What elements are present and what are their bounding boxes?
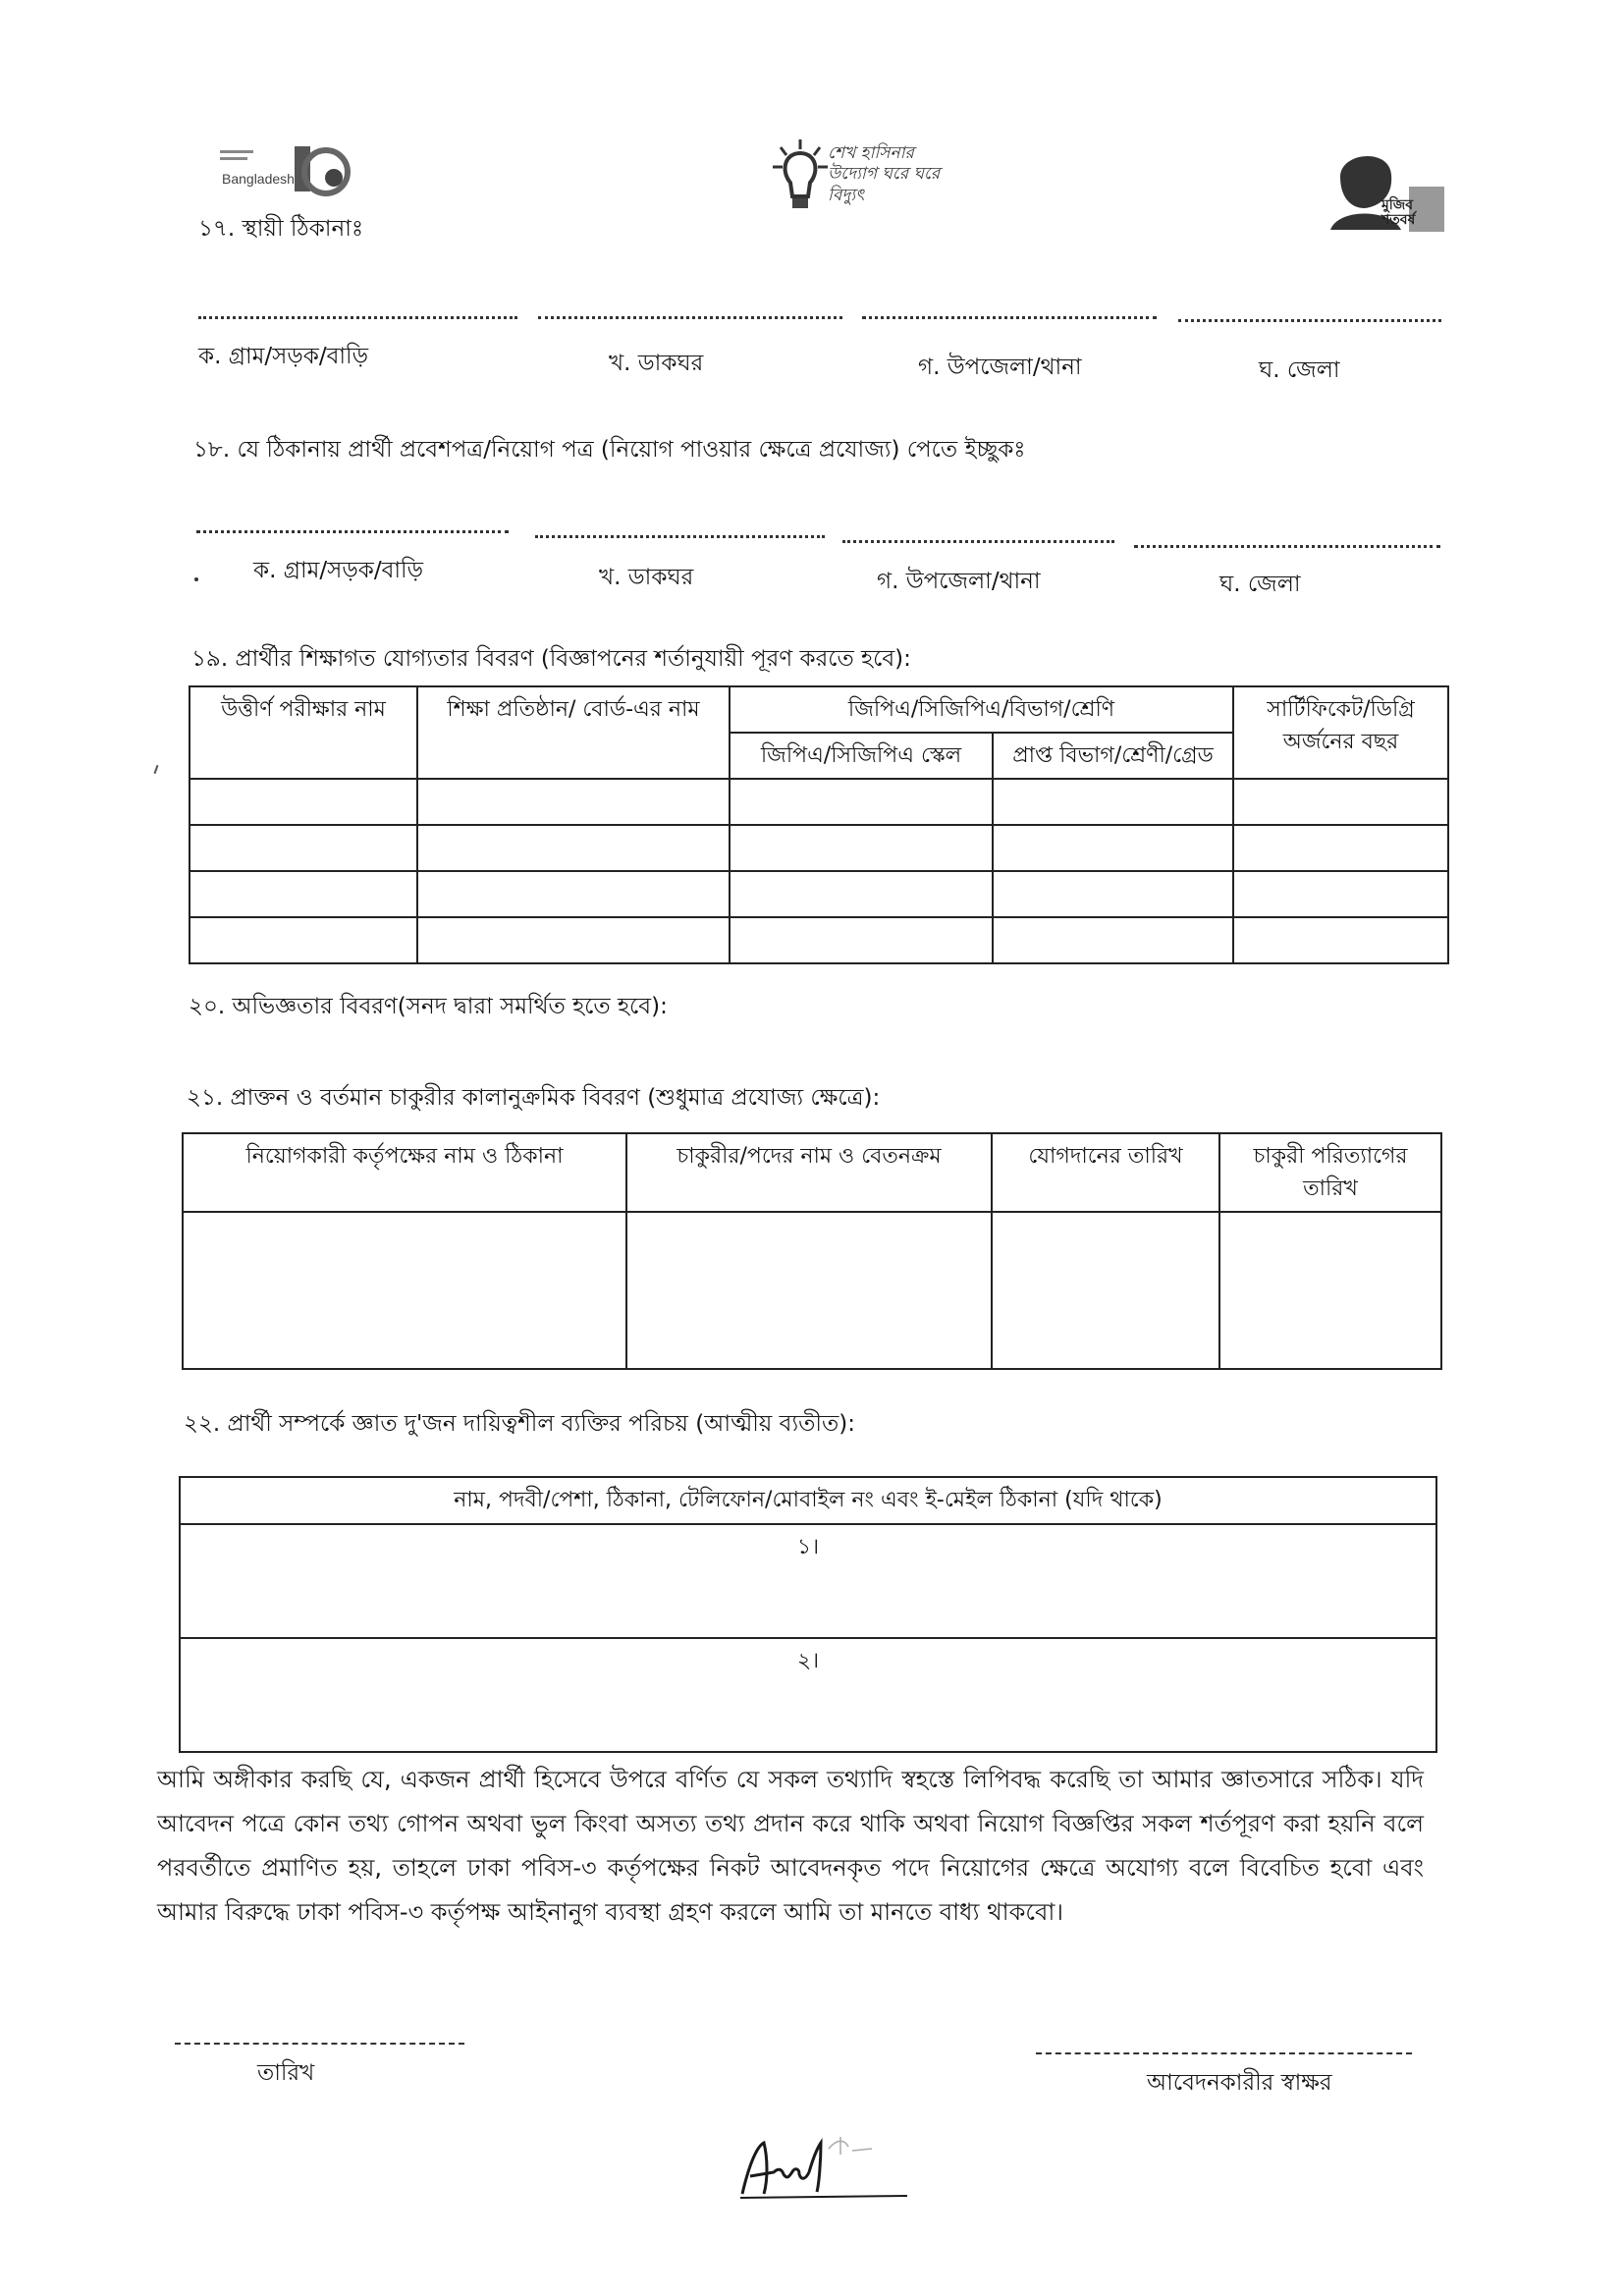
table-cell[interactable] (626, 1212, 992, 1369)
bangladesh-50-logo (218, 142, 355, 199)
signature-line[interactable] (1036, 2052, 1412, 2054)
joining-date-header: যোগদানের তারিখ (992, 1133, 1219, 1212)
table-row (189, 825, 1448, 871)
employment-table (182, 1132, 1442, 1370)
date-label: তারিখ (257, 2060, 315, 2086)
reference-2-label: ২। (796, 1649, 820, 1673)
table-cell[interactable] (189, 917, 417, 963)
mujib-borsho-logo (1321, 147, 1448, 236)
table-row (189, 917, 1448, 963)
table-row (180, 1524, 1436, 1638)
table-cell[interactable] (730, 917, 993, 963)
electricity-logo-text: শেখ হাসিনার উদ্যোগ ঘরে ঘরে বিদ্যুৎ (828, 143, 941, 205)
section-17-title: ১৭. স্থায়ী ঠিকানাঃ (198, 216, 364, 242)
table-cell[interactable] (1233, 917, 1448, 963)
certificate-year-header: সার্টিফিকেট/ডিগ্রি অর্জনের বছর (1233, 686, 1448, 779)
reference-1-label: ১। (796, 1535, 820, 1559)
mailing-upazila-label: গ. উপজেলা/থানা (877, 569, 1041, 594)
table-row (189, 871, 1448, 917)
table-row (183, 1212, 1441, 1369)
section-21-title: ২১. প্রাক্তন ও বর্তমান চাকুরীর কালানুক্রমিক বিবরণ (শুধুমাত্র প্রযোজ্য ক্ষেত্রে): (187, 1085, 881, 1111)
education-table (189, 685, 1449, 964)
permanent-district-label: ঘ. জেলা (1259, 357, 1340, 383)
table-cell[interactable] (417, 779, 730, 825)
permanent-village-field[interactable] (198, 316, 517, 319)
table-cell[interactable] (189, 779, 417, 825)
employer-header: নিয়োগকারী কর্তৃপক্ষের নাম ও ঠিকানা (183, 1133, 626, 1212)
table-cell[interactable] (993, 825, 1233, 871)
permanent-post-office-label: খ. ডাকঘর (609, 351, 704, 376)
section-19-title: ১৯. প্রার্থীর শিক্ষাগত যোগ্যতার বিবরণ (বিজ্ঞাপনের শর্তানুযায়ী পূরণ করতে হবে): (191, 646, 911, 672)
table-cell[interactable] (993, 779, 1233, 825)
table-cell[interactable] (417, 825, 730, 871)
gpa-group-header: জিপিএ/সিজিপিএ/বিভাগ/শ্রেণি (730, 686, 1233, 733)
bangladesh-logo-text (236, 170, 310, 185)
table-cell[interactable] (730, 825, 993, 871)
mailing-district-field[interactable] (1134, 545, 1440, 548)
table-cell[interactable] (1233, 825, 1448, 871)
stray-tick (154, 765, 159, 774)
handwritten-signature (734, 2129, 911, 2208)
section-20-title: ২০. অভিজ্ঞতার বিবরণ(সনদ দ্বারা সমর্থিত হতে হবে): (189, 994, 668, 1019)
permanent-upazila-field[interactable] (862, 316, 1157, 319)
table-cell[interactable] (992, 1212, 1219, 1369)
references-header: নাম, পদবী/পেশা, ঠিকানা, টেলিফোন/মোবাইল নং এবং ই-মেইল ঠিকানা (যদি থাকে) (180, 1477, 1436, 1524)
permanent-post-office-field[interactable] (538, 316, 842, 319)
table-cell[interactable] (189, 871, 417, 917)
mailing-district-label: ঘ. জেলা (1219, 572, 1301, 597)
exam-name-header: উত্তীর্ণ পরীক্ষার নাম (189, 686, 417, 779)
table-cell[interactable] (730, 871, 993, 917)
references-table (179, 1476, 1437, 1753)
division-grade-header: প্রাপ্ত বিভাগ/শ্রেণী/গ্রেড (993, 733, 1233, 779)
permanent-village-label: ক. গ্রাম/সড়ক/বাড়ি (198, 344, 369, 369)
table-cell[interactable] (417, 871, 730, 917)
leaving-date-header: চাকুরী পরিত্যাগের তারিখ (1219, 1133, 1441, 1212)
mailing-village-label: ক. গ্রাম/সড়ক/বাড়ি (253, 558, 424, 583)
mailing-upazila-field[interactable] (842, 540, 1114, 543)
table-cell[interactable] (1219, 1212, 1441, 1369)
mailing-post-office-label: খ. ডাকঘর (599, 565, 694, 590)
signature-label: আবেদনকারীর স্বাক্ষর (1147, 2070, 1332, 2096)
table-cell[interactable] (417, 917, 730, 963)
scan-corner-mark (1416, 0, 1624, 23)
declaration-paragraph: আমি অঙ্গীকার করছি যে, একজন প্রার্থী হিসেবে উপরে বর্ণিত যে সকল তথ্যাদি স্বহস্তে লিপিবদ্ধ করেছি তা আমার জ্ঞাতসারে সঠিক। যদি আবেদন পত্রে কোন তথ্য গোপন অথবা ভুল কিংবা অসত্য তথ্য প্রদান করে থাকি অথবা নিয়োগ বিজ্ঞপ্তির সকল শর্তপূরণ করা হয়নি বলে পরবর্তীতে প্রমাণিত হয়, তাহলে ঢাকা পবিস-৩ কর্তৃপক্ষের নিকট আবেদনকৃত পদে নিয়োগের ক্ষেত্রে অযোগ্য বলে বিবেচিত হবো এবং আমার বিরুদ্ধে ঢাকা পবিস-৩ কর্তৃপক্ষ আইনানুগ ব্যবস্থা গ্রহণ করলে আমি তা মানতে বাধ্য থাকবো। (157, 1766, 1424, 1926)
table-cell[interactable] (993, 871, 1233, 917)
post-salary-header: চাকুরীর/পদের নাম ও বেতনক্রম (626, 1133, 992, 1212)
institution-header: শিক্ষা প্রতিষ্ঠান/ বোর্ড-এর নাম (417, 686, 730, 779)
mailing-post-office-field[interactable] (535, 535, 825, 538)
permanent-upazila-label: গ. উপজেলা/থানা (918, 355, 1082, 380)
table-cell[interactable] (730, 779, 993, 825)
permanent-district-field[interactable] (1178, 319, 1441, 322)
table-cell[interactable] (1233, 871, 1448, 917)
table-cell[interactable] (183, 1212, 626, 1369)
table-row (180, 1638, 1436, 1752)
gpa-scale-header: জিপিএ/সিজিপিএ স্কেল (730, 733, 993, 779)
section-22-title: ২২. প্রার্থী সম্পর্কে জ্ঞাত দু'জন দায়িত্বশীল ব্যক্তির পরিচয় (আত্মীয় ব্যতীত): (184, 1411, 855, 1437)
stray-dot (194, 577, 198, 581)
reference-1-cell[interactable] (180, 1524, 1436, 1638)
mailing-village-field[interactable] (196, 530, 509, 533)
table-cell[interactable] (993, 917, 1233, 963)
section-18-title: ১৮. যে ঠিকানায় প্রার্থী প্রবেশপত্র/নিয়োগ পত্র (নিয়োগ পাওয়ার ক্ষেত্রে প্রযোজ্য) পেতে ইচ্ছুকঃ (193, 437, 1026, 463)
mujib-logo-text: মুজিব শতবর্ষ (1381, 197, 1416, 229)
table-cell[interactable] (1233, 779, 1448, 825)
table-cell[interactable] (189, 825, 417, 871)
table-row (189, 779, 1448, 825)
date-line[interactable] (175, 2043, 464, 2045)
reference-2-cell[interactable] (180, 1638, 1436, 1752)
svg-text:Bangladesh: Bangladesh (222, 171, 295, 187)
electricity-initiative-logo (771, 137, 1006, 226)
